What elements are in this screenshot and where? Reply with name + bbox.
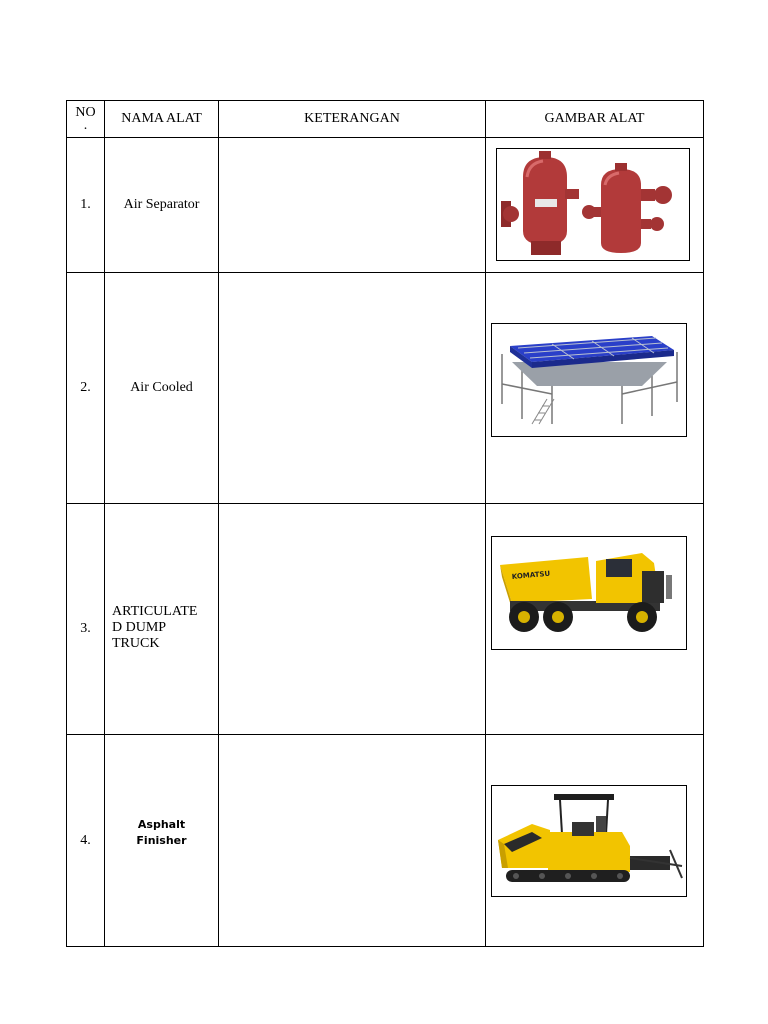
equipment-description (219, 273, 486, 504)
truck-brand-text: KOMATSU (511, 569, 551, 581)
row-number: 1. (67, 138, 105, 273)
equipment-name: Air Separator (105, 138, 219, 273)
table-row (67, 138, 704, 273)
equipment-image-cell (486, 735, 704, 947)
equipment-image-cell (486, 138, 704, 273)
equipment-name: ARTICULATE D DUMP TRUCK (105, 504, 219, 735)
equipment-image-cell (486, 273, 704, 504)
equipment-description (219, 735, 486, 947)
air-separator-tanks-image (496, 148, 690, 261)
header-row (67, 101, 704, 138)
header-nama-alat: NAMA ALAT (105, 101, 219, 138)
asphalt-finisher-image (491, 785, 687, 897)
equipment-table (66, 100, 704, 947)
row-number: 4. (67, 735, 105, 947)
equipment-name: Asphalt Finisher (105, 735, 219, 947)
header-no: NO . (67, 101, 105, 138)
air-cooled-condenser-image (491, 323, 687, 437)
articulated-dump-truck-image (491, 536, 687, 650)
equipment-description (219, 138, 486, 273)
row-number: 3. (67, 504, 105, 735)
equipment-description (219, 504, 486, 735)
table-row (67, 735, 704, 947)
equipment-image-cell (486, 504, 704, 735)
table-row (67, 273, 704, 504)
header-gambar-alat: GAMBAR ALAT (486, 101, 704, 138)
equipment-name: Air Cooled (105, 273, 219, 504)
row-number: 2. (67, 273, 105, 504)
header-keterangan: KETERANGAN (219, 101, 486, 138)
table-row (67, 504, 704, 735)
